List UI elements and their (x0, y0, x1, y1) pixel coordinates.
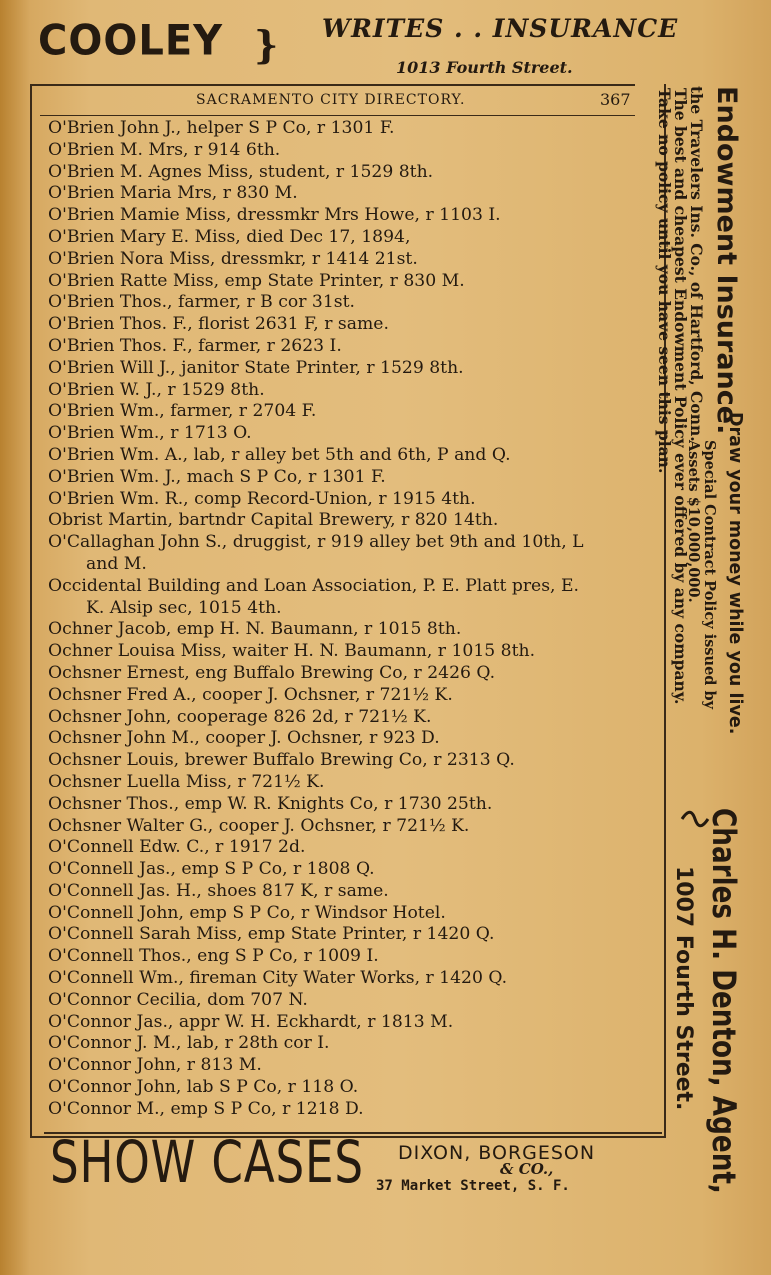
directory-entry: Ochsner Louis, brewer Buffalo Brewing Co, r 2313 Q. (48, 750, 515, 771)
directory-entry: O'Brien Wm., r 1713 O. (48, 423, 252, 444)
directory-entries (48, 118, 648, 1121)
directory-entry: O'Brien M. Mrs, r 914 6th. (48, 139, 281, 160)
directory-entry: O'Brien Wm. R., comp Record-Union, r 1915 4th. (48, 488, 476, 509)
dixon-borgeson-name: DIXON, BORGESON (398, 1142, 596, 1164)
directory-entry: O'Connell Wm., fireman City Water Works, r 1420 Q. (48, 968, 508, 989)
page-header (0, 0, 771, 85)
directory-entry: Ochner Louisa Miss, waiter H. N. Baumann, r 1015 8th. (48, 641, 536, 662)
directory-entry: Ochsner Walter G., cooper J. Ochsner, r 721½ K. (48, 815, 470, 836)
directory-entry: O'Brien Thos. F., florist 2631 F, r same. (48, 314, 389, 335)
draw-money-slogan: Draw your money while you live. (725, 412, 745, 735)
directory-entry: O'Brien Thos., farmer, r B cor 31st. (48, 292, 355, 313)
directory-entry: O'Connor John, r 813 M. (48, 1055, 262, 1076)
directory-entry: Ochsner Ernest, eng Buffalo Brewing Co, r 2426 Q. (48, 662, 496, 683)
directory-entry: Ochsner John M., cooper J. Ochsner, r 923 D. (48, 728, 440, 749)
directory-entry: Ochsner Luella Miss, r 721½ K. (48, 771, 325, 792)
directory-entry: Occidental Building and Loan Association, P. E. Platt pres, E. (48, 575, 579, 596)
cooley-ad-name: COOLEY (38, 16, 224, 66)
special-contract-line: Special Contract Policy issued by (701, 440, 718, 710)
endowment-insurance-ad: Endowment Insurance. (711, 86, 742, 435)
directory-entry: O'Brien W. J., r 1529 8th. (48, 379, 265, 400)
directory-entry: Ochsner Fred A., cooper J. Ochsner, r 721½ K. (48, 684, 453, 705)
denton-agent-name: Charles H. Denton, Agent, (705, 808, 743, 1194)
directory-entry: O'Brien Nora Miss, dressmkr, r 1414 21st. (48, 248, 418, 269)
directory-entry: O'Connell Jas., emp S P Co, r 1808 Q. (48, 859, 375, 880)
dixon-address: 37 Market Street, S. F. (376, 1178, 570, 1194)
directory-entry-continuation: and M. (86, 553, 147, 574)
assets-line: Assets $10,000,000. (685, 440, 702, 603)
directory-entry: O'Brien Maria Mrs, r 830 M. (48, 183, 298, 204)
travelers-line-1: the Travelers Ins. Co., of Hartford, Conn. (687, 86, 706, 442)
directory-entry: O'Brien John J., helper S P Co, r 1301 F. (48, 118, 395, 138)
writes-insurance-ad: WRITES . . INSURANCE (322, 14, 679, 43)
directory-entry: Ochner Jacob, emp H. N. Baumann, r 1015 8th. (48, 619, 462, 640)
directory-entry: O'Callaghan John S., druggist, r 919 alley bet 9th and 10th, L (48, 532, 584, 553)
cooley-address: 1013 Fourth Street. (396, 58, 573, 77)
directory-entry: O'Brien Mary E. Miss, died Dec 17, 1894, (48, 226, 411, 247)
frame-top-rule (30, 84, 635, 86)
directory-entry: Ochsner Thos., emp W. R. Knights Co, r 1730 25th. (48, 793, 493, 814)
directory-entry: O'Connell John, emp S P Co, r Windsor Hotel. (48, 902, 446, 923)
directory-entry: O'Brien Will J., janitor State Printer, r 1529 8th. (48, 357, 464, 378)
show-cases-ad: SHOW CASES (50, 1128, 364, 1196)
directory-entry: O'Brien Ratte Miss, emp State Printer, r 830 M. (48, 270, 465, 291)
directory-entry: O'Brien Wm. A., lab, r alley bet 5th and 6th, P and Q. (48, 444, 511, 465)
directory-entry: O'Brien Wm. J., mach S P Co, r 1301 F. (48, 466, 386, 487)
directory-entry: O'Connell Thos., eng S P Co, r 1009 I. (48, 946, 379, 967)
directory-entry: O'Connell Edw. C., r 1917 2d. (48, 837, 306, 858)
dixon-co: & CO., (500, 1160, 554, 1178)
ornament-icon (680, 808, 710, 830)
travelers-line-2: The best and cheapest Endowment Policy ever offered by any company. (671, 88, 690, 705)
directory-entry: O'Brien M. Agnes Miss, student, r 1529 8th. (48, 161, 434, 182)
directory-entry: O'Connor M., emp S P Co, r 1218 D. (48, 1098, 364, 1119)
cooley-brace-glyph: } (254, 22, 279, 67)
directory-entry: O'Brien Wm., farmer, r 2704 F. (48, 401, 317, 422)
directory-entry: O'Connor Cecilia, dom 707 N. (48, 989, 308, 1010)
directory-entry: O'Connor Jas., appr W. H. Eckhardt, r 1813 M. (48, 1011, 454, 1032)
directory-entry: Obrist Martin, bartndr Capital Brewery, r 820 14th. (48, 510, 499, 531)
directory-entry: O'Connor J. M., lab, r 28th cor I. (48, 1033, 330, 1054)
directory-entry: O'Brien Thos. F., farmer, r 2623 I. (48, 335, 342, 356)
directory-entry: O'Connell Jas. H., shoes 817 K, r same. (48, 880, 389, 901)
directory-entry: Ochsner John, cooperage 826 2d, r 721½ K. (48, 706, 432, 727)
head-rule (40, 115, 635, 116)
running-head-title: SACRAMENTO CITY DIRECTORY. (196, 92, 466, 108)
directory-entry: O'Brien Mamie Miss, dressmkr Mrs Howe, r 1103 I. (48, 205, 501, 226)
travelers-line-3: Take no policy until you have seen this plan. (655, 88, 674, 474)
directory-entry-continuation: K. Alsip sec, 1015 4th. (86, 597, 282, 618)
directory-entry: O'Connell Sarah Miss, emp State Printer, r 1420 Q. (48, 924, 495, 945)
directory-entry: O'Connor John, lab S P Co, r 118 O. (48, 1077, 359, 1098)
page-number: 367 (600, 90, 631, 109)
denton-address: 1007 Fourth Street. (671, 866, 696, 1111)
